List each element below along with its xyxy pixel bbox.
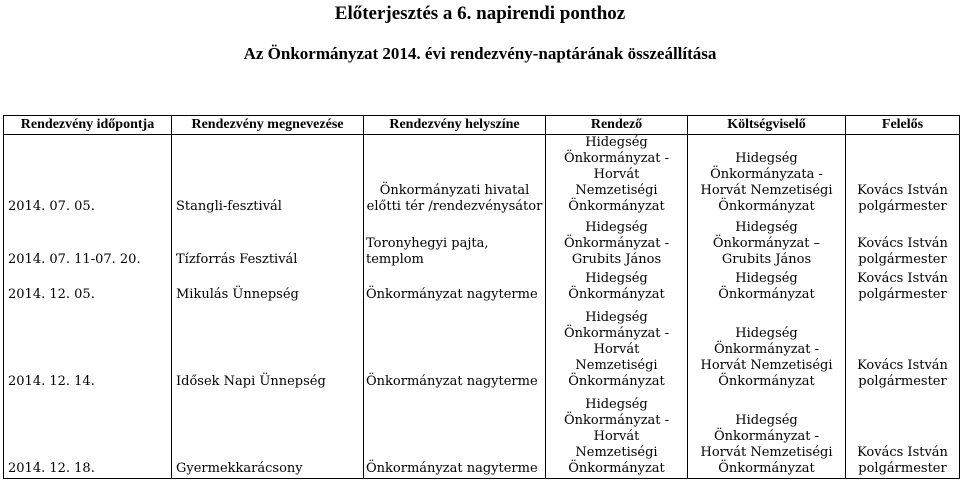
event-responsible: Kovács István polgármester	[846, 304, 960, 391]
event-responsible: Kovács István polgármester	[846, 269, 960, 304]
header-event-name: Rendezvény megnevezése	[172, 116, 364, 135]
event-venue: Toronyhegyi pajta, templom	[364, 216, 546, 269]
event-name: Mikulás Ünnepség	[172, 269, 364, 304]
header-responsible: Felelős	[846, 116, 960, 135]
event-name: Stangli-fesztivál	[172, 135, 364, 217]
event-cost-bearer: Hidegség Önkormányzata - Horvát Nemzetiségi Önkormányzat	[688, 135, 846, 217]
event-name: Idősek Napi Ünnepség	[172, 304, 364, 391]
event-cost-bearer: Hidegség Önkormányzat – Grubits János	[688, 216, 846, 269]
table-row	[4, 269, 960, 304]
event-responsible: Kovács István polgármester	[846, 216, 960, 269]
event-responsible: Kovács István polgármester	[846, 391, 960, 479]
page-title: Előterjesztés a 6. napirendi ponthoz	[334, 3, 626, 24]
event-cost-bearer: Hidegség Önkormányzat - Horvát Nemzetiségi Önkormányzat	[688, 391, 846, 479]
event-venue: Önkormányzati hivatal előtti tér /rendezvénysátor	[364, 135, 546, 217]
event-venue: Önkormányzat nagyterme	[364, 391, 546, 479]
event-cost-bearer: Hidegség Önkormányzat - Horvát Nemzetiségi Önkormányzat	[688, 304, 846, 391]
event-date: 2014. 12. 05.	[4, 269, 172, 304]
event-venue: Önkormányzat nagyterme	[364, 269, 546, 304]
event-date: 2014. 12. 14.	[4, 304, 172, 391]
event-venue: Önkormányzat nagyterme	[364, 304, 546, 391]
header-cost-bearer: Költségviselő	[688, 116, 846, 135]
event-date: 2014. 07. 05.	[4, 135, 172, 217]
event-organizer: Hidegség Önkormányzat - Horvát Nemzetiségi Önkormányzat	[546, 391, 688, 479]
event-organizer: Hidegség Önkormányzat - Horvát Nemzetiségi Önkormányzat	[546, 135, 688, 217]
event-date: 2014. 12. 18.	[4, 391, 172, 479]
table-row	[4, 304, 960, 391]
header-event-venue: Rendezvény helyszíne	[364, 116, 546, 135]
event-name: Gyermekkarácsony	[172, 391, 364, 479]
event-organizer: Hidegség Önkormányzat - Grubits János	[546, 216, 688, 269]
table-row	[4, 216, 960, 269]
table-row	[4, 391, 960, 479]
page-subtitle: Az Önkormányzat 2014. évi rendezvény-naptárának összeállítása	[243, 44, 717, 63]
event-organizer: Hidegség Önkormányzat - Horvát Nemzetiségi Önkormányzat	[546, 304, 688, 391]
event-schedule-table	[3, 115, 960, 479]
event-date: 2014. 07. 11-07. 20.	[4, 216, 172, 269]
table-row	[4, 135, 960, 217]
event-cost-bearer: Hidegség Önkormányzat	[688, 269, 846, 304]
header-event-date: Rendezvény időpontja	[4, 116, 172, 135]
table-header-row	[4, 116, 960, 135]
header-organizer: Rendező	[546, 116, 688, 135]
event-name: Tízforrás Fesztivál	[172, 216, 364, 269]
event-organizer: Hidegség Önkormányzat	[546, 269, 688, 304]
event-responsible: Kovács István polgármester	[846, 135, 960, 217]
